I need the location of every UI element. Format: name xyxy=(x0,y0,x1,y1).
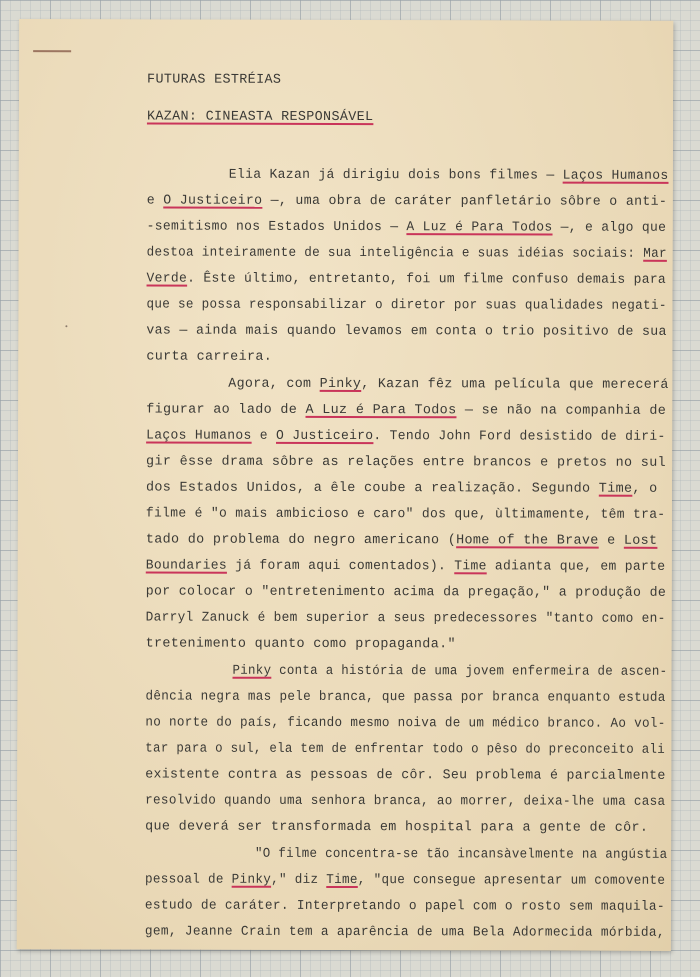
text-run: destoa inteiramente de sua inteligência e suas idéias sociais: xyxy=(146,245,644,262)
text-run: tado do problema do negro americano ( xyxy=(145,532,457,549)
text-line xyxy=(145,898,665,914)
text-run: curta carreira. xyxy=(146,349,273,365)
text-line xyxy=(147,219,667,235)
text-run: Agora, com xyxy=(228,376,320,392)
underlined-title: Lost xyxy=(623,533,658,549)
text-line xyxy=(232,664,667,680)
text-line xyxy=(229,168,669,184)
text-run: "O filme concentra-se tão incansàvelmente na angústia xyxy=(255,846,668,863)
text-run: resolvido quando uma senhora branca, ao morrer, deixa-lhe uma casa xyxy=(145,793,666,810)
text-run: , o xyxy=(632,481,658,497)
underlined-title: Time xyxy=(326,872,358,889)
text-run: dos Estados Unidos, a êle coube a realização. Segundo xyxy=(145,480,599,497)
text-run: gem, Jeanne Crain tem a aparência de uma Bela Adormecida mórbida, xyxy=(144,924,665,941)
underlined-title: Laços Humanos xyxy=(146,428,252,444)
text-line xyxy=(145,924,665,940)
text-line xyxy=(228,377,669,393)
pencil-mark xyxy=(33,50,71,52)
underlined-title: Pinky xyxy=(319,376,362,393)
text-run: e xyxy=(146,193,164,209)
text-line xyxy=(145,715,665,731)
underlined-title: Laços Humanos xyxy=(562,168,669,184)
text-line xyxy=(146,480,658,496)
text-line xyxy=(146,323,666,339)
underlined-title: Time xyxy=(454,559,487,575)
text-run: que deverá ser transformada em hospital para a gente de côr. xyxy=(145,819,649,836)
underlined-title: Pinky xyxy=(231,872,272,888)
text-line xyxy=(146,402,666,418)
text-run: ," diz xyxy=(271,872,327,888)
underlined-title: A Luz é Para Todos xyxy=(406,220,553,236)
text-line xyxy=(146,532,658,548)
text-line xyxy=(147,271,667,287)
typewritten-page xyxy=(17,19,673,951)
text-run: —, uma obra de caráter panfletário sôbre o anti- xyxy=(262,193,668,210)
text-run: estudo de caráter. Interpretando o papel com o rosto sem maquila- xyxy=(144,898,665,915)
text-run: tretenimento quanto como propaganda." xyxy=(145,636,456,653)
text-line xyxy=(145,767,665,783)
text-run: pessoal de xyxy=(144,872,232,888)
text-line xyxy=(146,297,666,313)
text-run: conta a história de uma jovem enfermeira de ascen- xyxy=(271,663,668,680)
text-run: no norte do país, ficando mesmo noiva de um médico branco. Ao vol- xyxy=(145,715,666,732)
text-line xyxy=(145,793,665,809)
text-run: tar para o sul, ela tem de enfrentar todo o pêso do preconceito ali xyxy=(145,741,666,758)
underlined-title: Mar xyxy=(643,246,667,262)
text-run: existente contra as pessoas de côr. Seu problema é parcialmente xyxy=(145,767,666,784)
underlined-title: A Luz é Para Todos xyxy=(305,402,457,419)
text-run: , Kazan fêz uma película que merecerá xyxy=(361,377,669,393)
text-run: e xyxy=(598,533,624,549)
text-line xyxy=(145,872,665,888)
text-line xyxy=(147,193,667,209)
text-run: figurar ao lado de xyxy=(146,402,306,418)
underlined-title: Time xyxy=(598,481,633,497)
text-run: -semitismo nos Estados Unidos — xyxy=(146,219,407,236)
text-run: Elia Kazan já dirigiu dois bons filmes — xyxy=(228,167,563,184)
text-run: e xyxy=(251,428,277,444)
text-run: dência negra mas pele branca, que passa por branca enquanto estuda xyxy=(145,689,666,706)
text-run: —, e algo que xyxy=(552,220,667,236)
text-line xyxy=(146,636,456,652)
text-run: Darryl Zanuck é bem superior a seus predecessores "tanto como en- xyxy=(145,610,666,627)
text-line xyxy=(146,349,272,364)
article-title: KAZAN: CINEASTA RESPONSÁVEL xyxy=(146,109,374,126)
underlined-title: Pinky xyxy=(232,663,272,679)
text-line xyxy=(146,584,666,600)
text-line xyxy=(146,506,666,522)
text-run: adianta que, em parte xyxy=(486,559,666,575)
text-line xyxy=(145,819,648,835)
text-run: filme é "o mais ambicioso e caro" dos que, ùltimamente, têm tra- xyxy=(145,506,666,523)
text-line xyxy=(255,847,667,863)
text-run: vas — ainda mais quando levamos em conta o trio positivo de sua xyxy=(146,323,667,340)
text-line xyxy=(145,741,665,757)
paper-speck xyxy=(65,325,67,327)
text-run: , "que consegue apresentar um comovente xyxy=(357,873,666,889)
text-line xyxy=(146,428,666,444)
text-run: que se possa responsabilizar o diretor por suas qualidades negati- xyxy=(146,297,667,314)
text-run: — se não na companhia de xyxy=(456,403,667,419)
text-run: . Tendo John Ford desistido de diri- xyxy=(373,429,666,445)
text-line xyxy=(146,454,666,470)
text-run: já foram aqui comentados). xyxy=(226,558,455,575)
text-line xyxy=(146,610,666,626)
text-run: gir êsse drama sôbre as relações entre brancos e pretos no sul xyxy=(146,454,666,471)
underlined-title: O Justiceiro xyxy=(163,193,263,209)
text-line xyxy=(145,689,665,705)
underlined-title: Verde xyxy=(146,271,188,287)
underlined-title: O Justiceiro xyxy=(276,428,374,445)
text-run: por colocar o "entretenimento acima da pregação," a produção de xyxy=(145,584,667,601)
text-line xyxy=(147,245,667,261)
text-run: . Êste último, entretanto, foi um filme confuso demais para xyxy=(187,271,667,288)
underlined-title: Home of the Brave xyxy=(456,533,599,549)
section-header: FUTURAS ESTRÉIAS xyxy=(147,72,282,88)
text-line xyxy=(146,558,666,574)
underlined-title: Boundaries xyxy=(145,558,227,574)
